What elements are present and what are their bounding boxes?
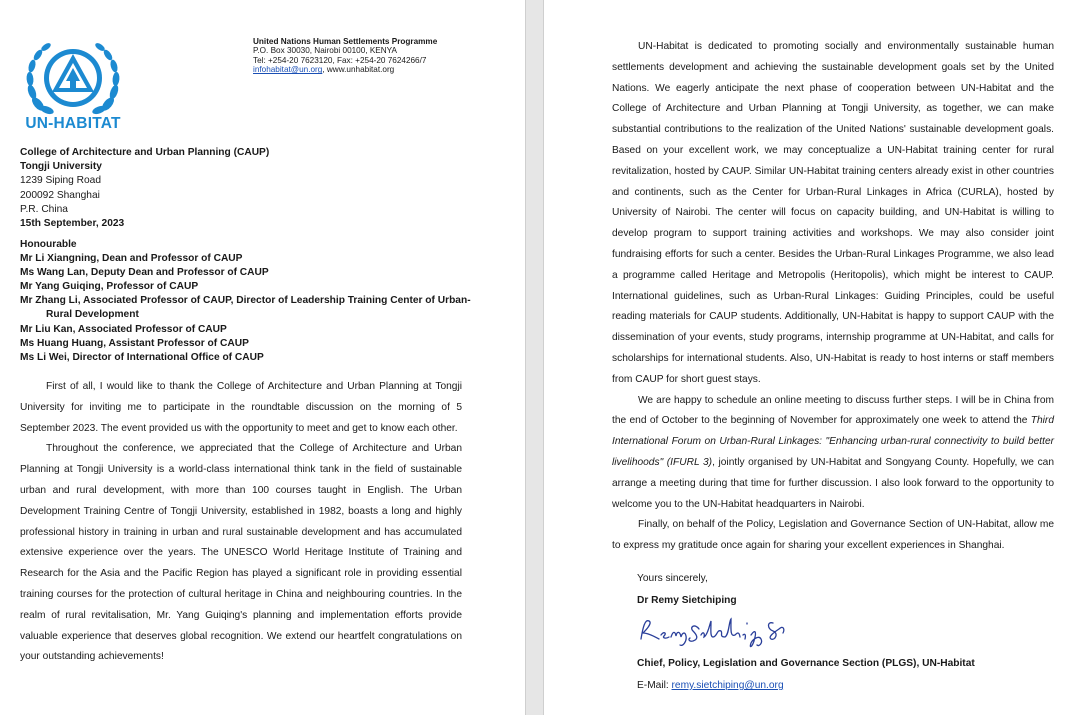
valediction: Yours sincerely, [637, 573, 708, 584]
signer-name [637, 594, 737, 608]
letter-page-1 [0, 0, 526, 715]
letter-body-page-1 [20, 377, 462, 668]
letter-body-page-2 [612, 37, 1054, 557]
recipient-street: 1239 Siping Road [20, 175, 101, 187]
forum-title: Third International Forum on Urban-Rural Linkages: "Enhancing urban-rural connectivity to build better livelihoods" (IFURL 3) [612, 415, 1054, 468]
recipient-address-block [20, 146, 269, 231]
body-paragraph: Throughout the conference, we appreciated that the College of Architecture and Urban Planning at Tongji University is a world-class international think tank in the field of sustainable urban and rural development, with more than 100 courses taught in English. The Urban Development Training Centre of Tongji University, established in 1982, boasts a long and highly professional history in training in urban and rural sustainable development and has accumulated extensive experience over the years. The UNESCO World Heritage Institute of Training and Research for the Asia and the Pacific Region has played a significant role in providing essential training courses for the protection of cultural heritage in China and neighbouring countries. In the realm of rural revitalisation, Mr. Yang Guiqing's planning and implementation efforts provide valuable experience that deserves global recognition. We extend our heartfelt congratulations on your outstanding achievements! [20, 443, 462, 663]
org-postal-address: P.O. Box 30030, Nairobi 00100, KENYA [253, 46, 397, 56]
recipient-item-continued: Rural Development [46, 309, 139, 321]
recipient-item: Mr Liu Kan, Associated Professor of CAUP [20, 323, 227, 335]
handwritten-signature [633, 609, 813, 649]
body-paragraph-forum [612, 391, 1054, 516]
body-paragraph: First of all, I would like to thank the College of Architecture and Urban Planning at Tongji University for inviting me to participate in the roundtable discussion on the morning of 5 September 2023. The event provided us with the opportunity to meet and get to know each other. [20, 381, 462, 434]
letter-date: 15th September, 2023 [20, 218, 125, 230]
body-paragraph: UN-Habitat is dedicated to promoting socially and environmentally sustainable human settlements development and achieving the sustainable development goals set by the United Nations. We eagerly anticipate the next phase of cooperation between UN-Habitat and the College of Architecture and Urban Planning at Tongji University, as together, we can make substantial contributions to the realization of the United Nations' sustainable development goals. Based on your excellent work, we may conceptualize a UN-Habitat training center for rural revitalization, hosted by CAUP. Similar UN-Habitat training centers already exist in other countries and continents, such as the Center for Urban-Rural Linkages in Africa (CURLA), hosted by University of Nairobi. The center will focus on capacity building, and UN-Habitat is willing to develop program to support training activities and workshops. We may also consider joint fundraising efforts for such a center. Besides the Urban-Rural Linkages Programme, we also lead a programme called Heritage and Metropolis (Heritopolis), which might be interest to CAUP. International guidelines, such as Urban-Rural Linkages: Guiding Principles, could be useful reading materials for CAUP students. Additionally, UN-Habitat is happy to support CAUP with the dissemination of your events, study programs, internship programme at UN-Habitat, and calls for scholarships for international students. Also, UN-Habitat is ready to host interns or staff members from CAUP for short guest stays. [612, 41, 1054, 385]
recipient-item: Ms Wang Lan, Deputy Dean and Professor of CAUP [20, 267, 269, 279]
recipient-list [20, 238, 490, 365]
email-label: E-Mail: [637, 680, 672, 691]
signature-text: Remy Sietchiping [633, 609, 641, 610]
signer-title-text: Chief, Policy, Legislation and Governance Section (PLGS), UN-Habitat [637, 658, 975, 669]
recipient-college: College of Architecture and Urban Planning (CAUP) [20, 147, 270, 158]
recipient-item: Mr Zhang Li, Associated Professor of CAUP, Director of Leadership Training Center of Urban- [20, 295, 471, 307]
recipient-city: 200092 Shanghai [20, 189, 100, 201]
forum-text-before: We are happy to schedule an online meeting to discuss further steps. I will be in China from the end of October to the beginning of November for approximately one week to attend the [612, 394, 1054, 427]
body-paragraph: Finally, on behalf of the Policy, Legislation and Governance Section of UN-Habitat, allow me to express my gratitude once again for sharing your excellent experiences in Shanghai. [612, 519, 1054, 552]
logo-wordmark: UN-HABITAT [25, 115, 121, 132]
recipient-item: Ms Li Wei, Director of International Office of CAUP [20, 351, 264, 363]
signer-name-text: Dr Remy Sietchiping [637, 595, 737, 606]
salutation: Honourable [20, 239, 77, 250]
letterhead-contact-block [253, 37, 437, 75]
signer-title [637, 657, 975, 671]
recipient-university: Tongji University [20, 161, 102, 173]
recipient-item: Mr Yang Guiqing, Professor of CAUP [20, 281, 199, 293]
recipient-country: P.R. China [20, 203, 68, 215]
org-email-web-line [253, 65, 437, 74]
org-email-link[interactable]: infohabitat@un.org [253, 65, 323, 75]
recipient-item: Mr Li Xiangning, Dean and Professor of CAUP [20, 253, 243, 265]
forum-text-after: , jointly organised by UN-Habitat and Songyang County. Hopefully, we can arrange a meeting during that time for further discussion. I also look forward to the opportunity to welcome you to the UN-Habitat headquarters in Nairobi. [612, 456, 1054, 510]
recipient-item: Ms Huang Huang, Assistant Professor of CAUP [20, 337, 249, 349]
org-website: , www.unhabitat.org [322, 65, 395, 75]
signer-email-line [637, 679, 784, 693]
org-phone-fax: Tel: +254-20 7623120, Fax: +254-20 7624266/7 [253, 55, 427, 65]
org-name: United Nations Human Settlements Programme [253, 37, 438, 46]
signer-email-link[interactable]: remy.sietchiping@un.org [671, 680, 784, 691]
